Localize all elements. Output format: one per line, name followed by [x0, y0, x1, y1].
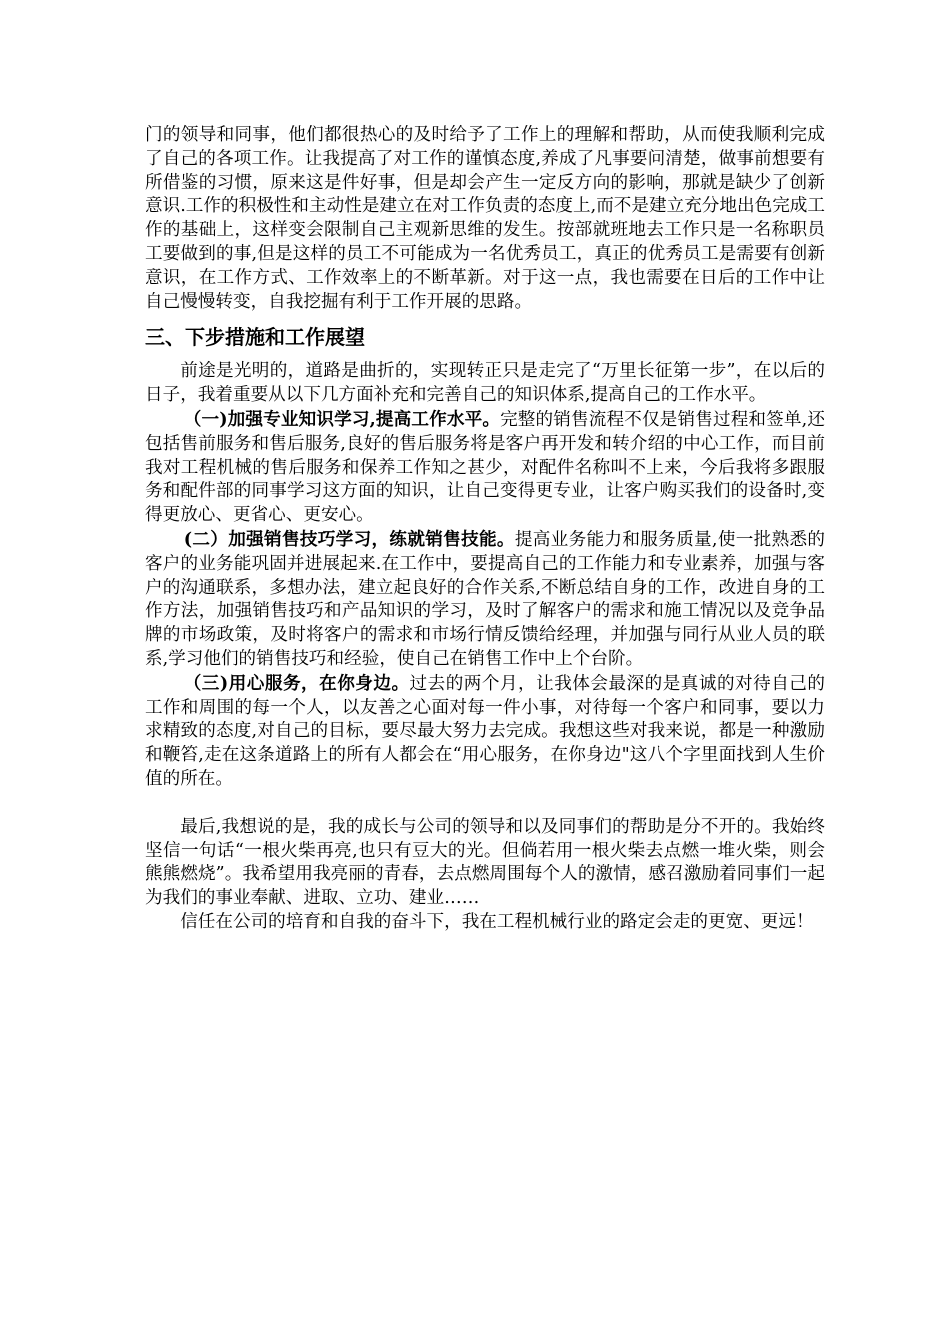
measure-item-2-title: (二）加强销售技巧学习，练就销售技能。 [183, 528, 515, 550]
measure-item-2 [145, 528, 825, 672]
final-paragraph: 信任在公司的培育和自我的奋斗下，我在工程机械行业的路定会走的更宽、更远！ [180, 911, 814, 932]
closing-paragraph: 最后,我想说的是，我的成长与公司的领导和以及同事们的帮助是分不开的。我始终坚信一句话“一根火柴再亮,也只有豆大的光。但倘若用一根火柴去点燃一堆火柴，则会熊熊燃烧”。我希望用我亮丽的青春，去点燃周围每个人的激情，感召激励着同事们一起为我们的事业奉献、进取、立功、建业…… [145, 816, 825, 909]
measure-item-3-body: 过去的两个月，让我体会最深的是真诚的对待自己的工作和周围的每一个人，以友善之心面对每一件小事，对待每一个客户和同事，要以力求精致的态度,对自己的目标，要尽最大努力去完成。我想这些对我来说，都是一种激励和鞭笞,走在这条道路上的所有人都会在“用心服务，在你身边"这八个字里面找到人生价值的所在。 [145, 673, 825, 789]
measure-item-3 [145, 672, 825, 792]
intro-paragraph: 门的领导和同事，他们都很热心的及时给予了工作上的理解和帮助，从而使我顺利完成了自己的各项工作。让我提高了对工作的谨慎态度,养成了凡事要问清楚，做事前想要有所借鉴的习惯，原来这是件好事，但是却会产生一定反方向的影响，那就是缺少了创新意识.工作的积极性和主动性是建立在对工作负责的态度上,而不是建立充分地出色完成工作的基础上，这样变会限制自己主观新思维的发生。按部就班地去工作只是一名称职员工要做到的事,但是这样的员工不可能成为一名优秀员工，真正的优秀员工是需要有创新意识，在工作方式、工作效率上的不断革新。对于这一点，我也需要在日后的工作中让自己慢慢转变，自我挖掘有利于工作开展的思路。 [145, 125, 825, 312]
measure-item-1 [145, 408, 825, 528]
measure-item-3-title: （三)用心服务，在你身边。 [183, 672, 410, 694]
document-page [145, 124, 825, 935]
section-lead-paragraph: 前途是光明的，道路是曲折的，实现转正只是走完了“万里长征第一步”，在以后的日子，我着重要从以下几方面补充和完善自己的知识体系,提高自己的工作水平。 [145, 361, 825, 406]
measure-item-2-body: 提高业务能力和服务质量,使一批熟悉的客户的业务能巩固并进展起来.在工作中，要提高自己的工作能力和专业素养，加强与客户的沟通联系，多想办法，建立起良好的合作关系,不断总结自身的工作，改进自身的工作方法，加强销售技巧和产品知识的学习，及时了解客户的需求和施工情况以及竞争品牌的市场政策，及时将客户的需求和市场行情反馈给经理，并加强与同行从业人员的联系,学习他们的销售技巧和经验，使自己在销售工作中上个台阶。 [145, 529, 825, 669]
section-heading: 三、下步措施和工作展望 [145, 325, 365, 350]
measure-item-1-title: （一)加强专业知识学习,提高工作水平。 [183, 408, 501, 430]
measure-item-1-body: 完整的销售流程不仅是销售过程和签单,还包括售前服务和售后服务,良好的售后服务将是客户再开发和转介绍的中心工作，而目前我对工程机械的售后服务和保养工作知之甚少，对配件名称叫不上来，今后我将多跟服务和配件部的同事学习这方面的知识，让自己变得更专业，让客户购买我们的设备时,变得更放心、更省心、更安心。 [145, 409, 825, 526]
paragraph-gap [145, 792, 825, 816]
